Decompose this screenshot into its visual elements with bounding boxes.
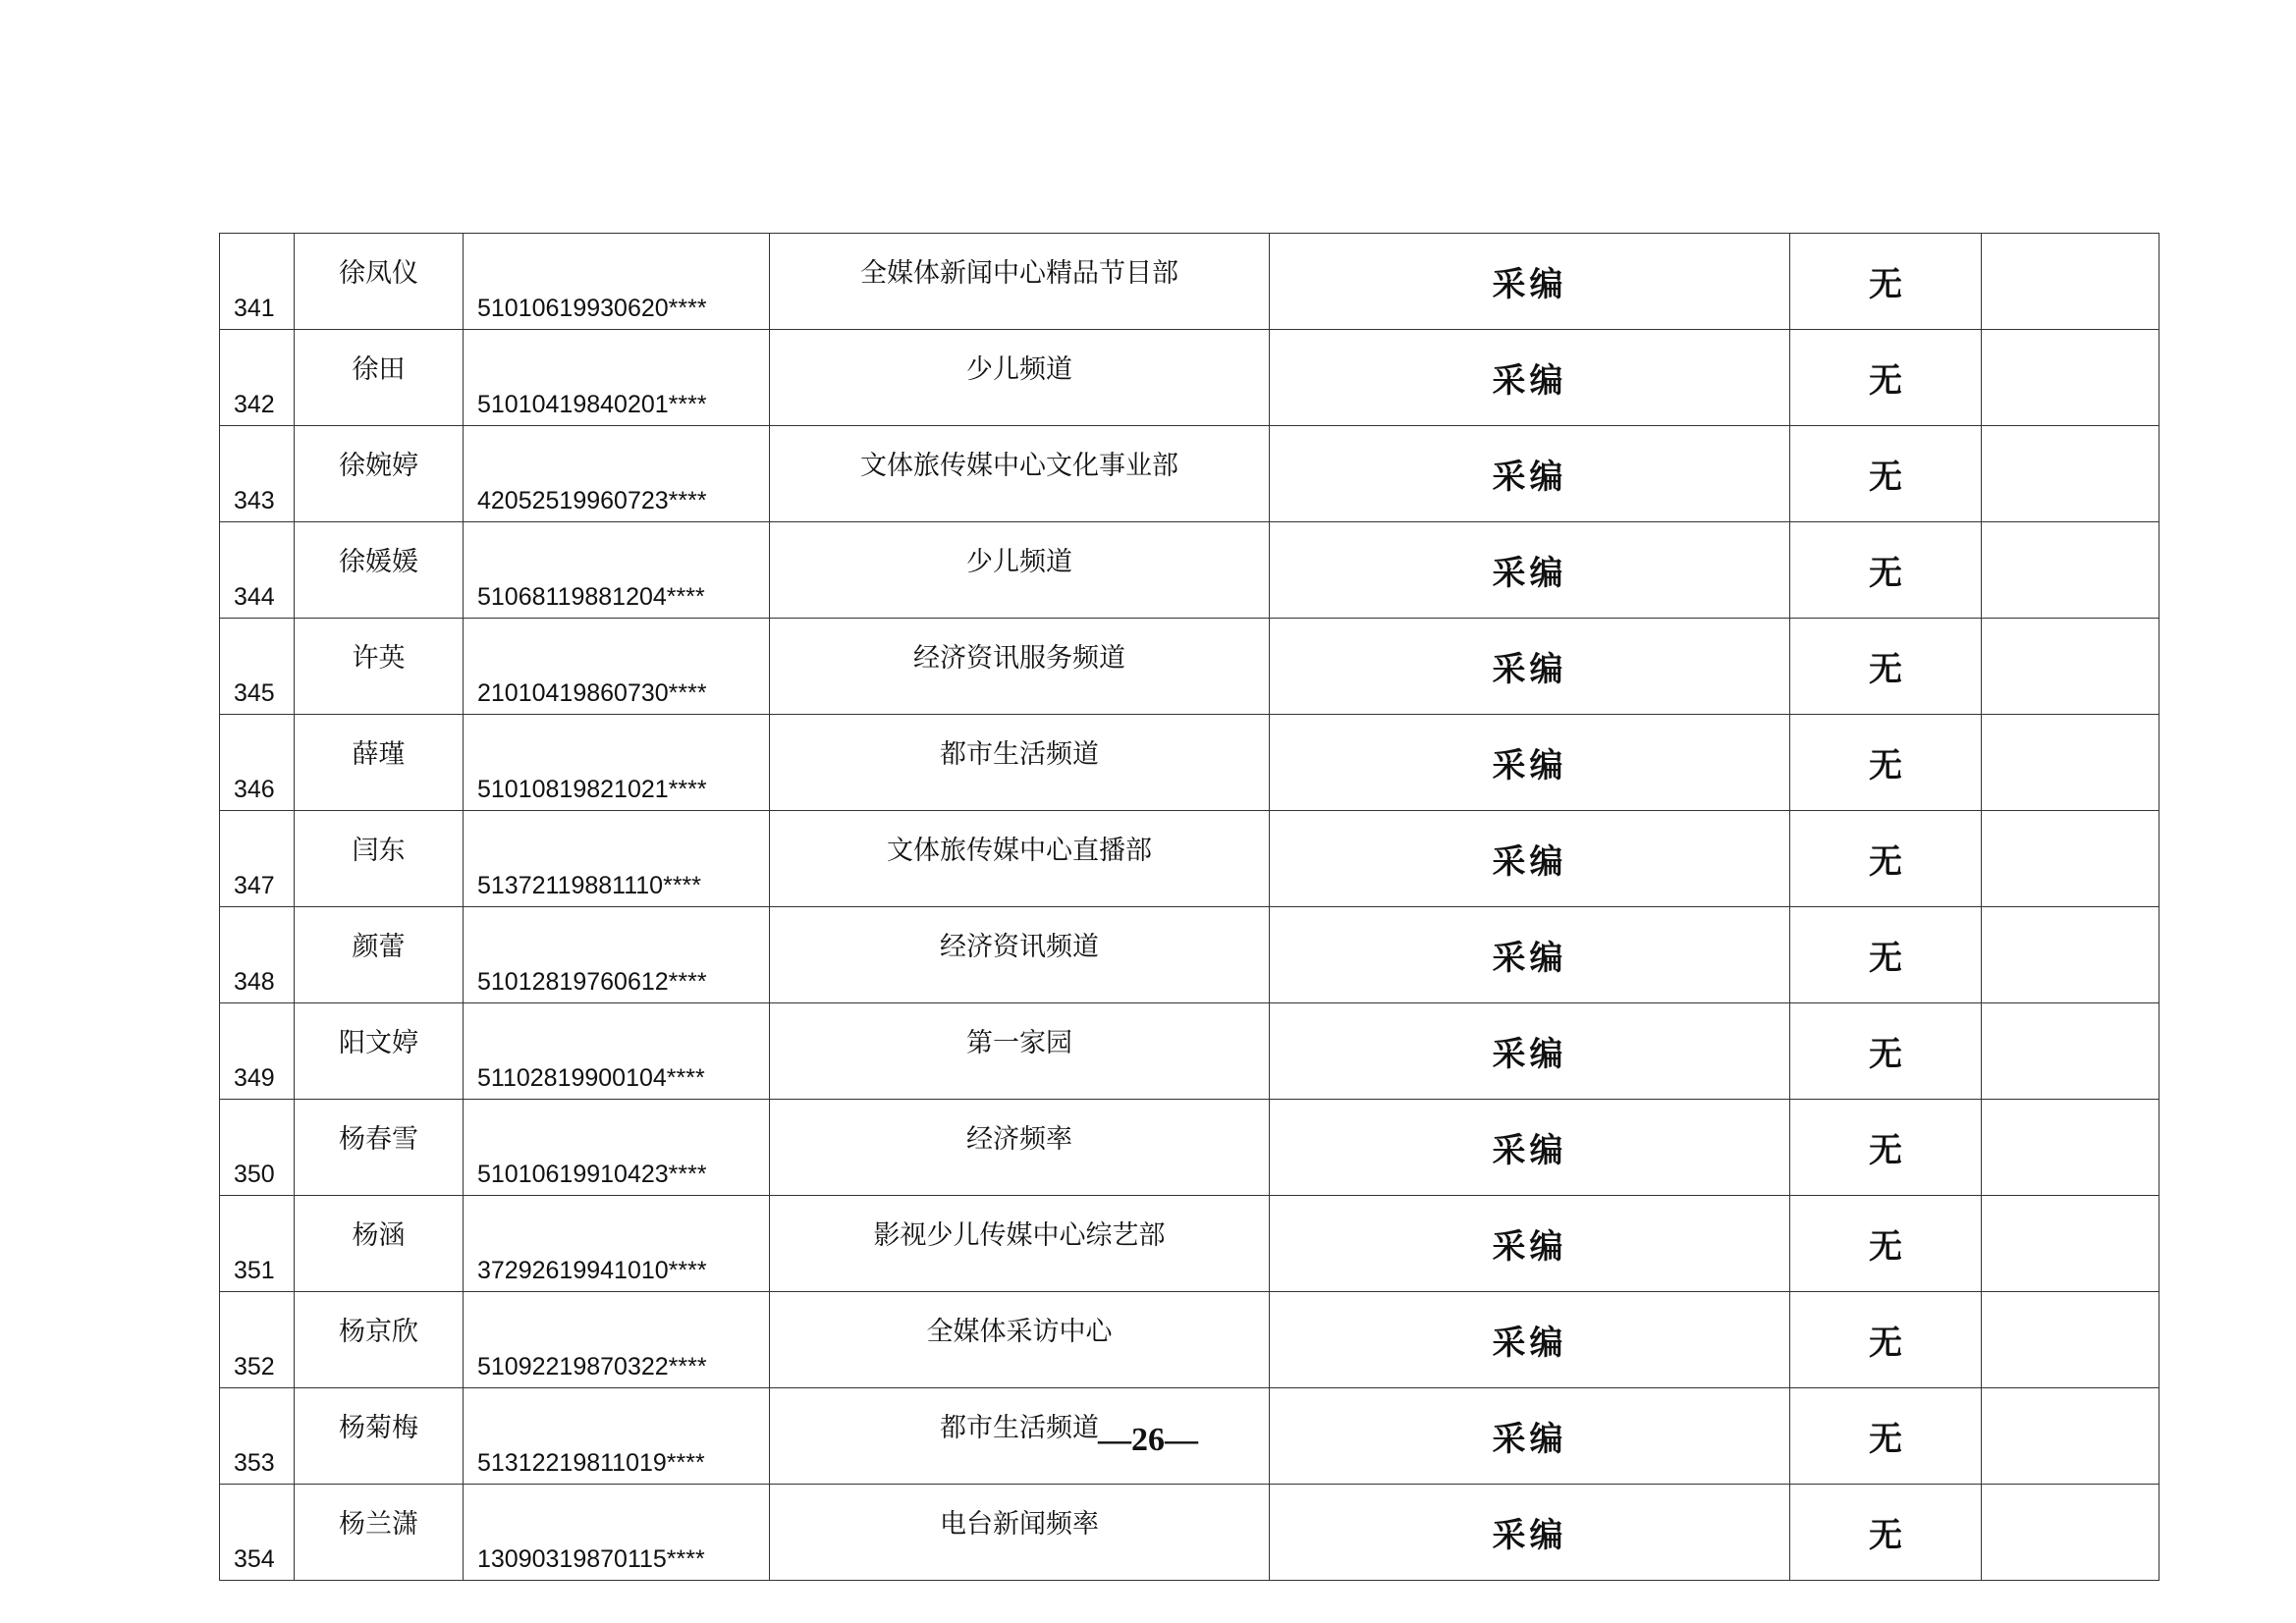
status-cell: 无 [1790,426,1982,522]
department-cell: 都市生活频道 [770,1388,1270,1485]
role-cell: 采编 [1270,811,1790,907]
id-number-cell: 51068119881204**** [464,522,770,619]
note-cell [1982,1292,2159,1388]
department-cell: 经济资讯频道 [770,907,1270,1003]
person-name-cell: 徐凤仪 [295,234,464,330]
row-index-cell: 348 [220,907,295,1003]
person-name-cell: 颜蕾 [295,907,464,1003]
person-name-cell: 阳文婷 [295,1003,464,1100]
table-row [220,1196,2159,1292]
note-cell [1982,426,2159,522]
id-number-cell: 13090319870115**** [464,1485,770,1581]
role-cell: 采编 [1270,619,1790,715]
table-row [220,619,2159,715]
person-name-cell: 薛瑾 [295,715,464,811]
table-row [220,1485,2159,1581]
role-cell: 采编 [1270,1485,1790,1581]
role-cell: 采编 [1270,426,1790,522]
role-cell: 采编 [1270,234,1790,330]
role-cell: 采编 [1270,1196,1790,1292]
department-cell: 少儿频道 [770,522,1270,619]
person-name-cell: 徐媛媛 [295,522,464,619]
role-cell: 采编 [1270,522,1790,619]
table-row [220,907,2159,1003]
id-number-cell: 51010619910423**** [464,1100,770,1196]
note-cell [1982,1485,2159,1581]
id-number-cell: 51092219870322**** [464,1292,770,1388]
row-index-cell: 351 [220,1196,295,1292]
status-cell: 无 [1790,619,1982,715]
person-name-cell: 杨春雪 [295,1100,464,1196]
note-cell [1982,811,2159,907]
department-cell: 第一家园 [770,1003,1270,1100]
status-cell: 无 [1790,1485,1982,1581]
department-cell: 全媒体采访中心 [770,1292,1270,1388]
row-index-cell: 345 [220,619,295,715]
note-cell [1982,330,2159,426]
table-row [220,1003,2159,1100]
person-name-cell: 杨菊梅 [295,1388,464,1485]
row-index-cell: 342 [220,330,295,426]
department-cell: 文体旅传媒中心直播部 [770,811,1270,907]
table-row [220,522,2159,619]
id-number-cell: 51010819821021**** [464,715,770,811]
note-cell [1982,619,2159,715]
department-cell: 文体旅传媒中心文化事业部 [770,426,1270,522]
table-body [220,234,2159,1581]
note-cell [1982,1196,2159,1292]
row-index-cell: 347 [220,811,295,907]
row-index-cell: 353 [220,1388,295,1485]
role-cell: 采编 [1270,715,1790,811]
role-cell: 采编 [1270,1003,1790,1100]
id-number-cell: 21010419860730**** [464,619,770,715]
role-cell: 采编 [1270,1292,1790,1388]
status-cell: 无 [1790,1196,1982,1292]
department-cell: 全媒体新闻中心精品节目部 [770,234,1270,330]
status-cell: 无 [1790,907,1982,1003]
role-cell: 采编 [1270,1100,1790,1196]
row-index-cell: 341 [220,234,295,330]
table-row [220,1292,2159,1388]
id-number-cell: 51010419840201**** [464,330,770,426]
status-cell: 无 [1790,330,1982,426]
note-cell [1982,715,2159,811]
id-number-cell: 51312219811019**** [464,1388,770,1485]
status-cell: 无 [1790,1292,1982,1388]
person-name-cell: 徐婉婷 [295,426,464,522]
note-cell [1982,1100,2159,1196]
person-name-cell: 杨兰潇 [295,1485,464,1581]
status-cell: 无 [1790,522,1982,619]
department-cell: 电台新闻频率 [770,1485,1270,1581]
id-number-cell: 51010619930620**** [464,234,770,330]
row-index-cell: 343 [220,426,295,522]
table-row [220,715,2159,811]
note-cell [1982,1003,2159,1100]
note-cell [1982,234,2159,330]
status-cell: 无 [1790,1100,1982,1196]
id-number-cell: 51372119881110**** [464,811,770,907]
row-index-cell: 350 [220,1100,295,1196]
person-name-cell: 杨京欣 [295,1292,464,1388]
id-number-cell: 37292619941010**** [464,1196,770,1292]
status-cell: 无 [1790,234,1982,330]
person-name-cell: 杨涵 [295,1196,464,1292]
id-number-cell: 51012819760612**** [464,907,770,1003]
id-number-cell: 42052519960723**** [464,426,770,522]
person-name-cell: 许英 [295,619,464,715]
table-row [220,426,2159,522]
department-cell: 都市生活频道 [770,715,1270,811]
row-index-cell: 352 [220,1292,295,1388]
person-name-cell: 徐田 [295,330,464,426]
personnel-table [219,233,2159,1581]
row-index-cell: 349 [220,1003,295,1100]
row-index-cell: 344 [220,522,295,619]
note-cell [1982,907,2159,1003]
table-row [220,1100,2159,1196]
status-cell: 无 [1790,1388,1982,1485]
person-name-cell: 闫东 [295,811,464,907]
row-index-cell: 346 [220,715,295,811]
status-cell: 无 [1790,715,1982,811]
table-row [220,811,2159,907]
role-cell: 采编 [1270,907,1790,1003]
note-cell [1982,522,2159,619]
role-cell: 采编 [1270,330,1790,426]
department-cell: 经济频率 [770,1100,1270,1196]
row-index-cell: 354 [220,1485,295,1581]
table-row [220,330,2159,426]
id-number-cell: 51102819900104**** [464,1003,770,1100]
status-cell: 无 [1790,811,1982,907]
department-cell: 经济资讯服务频道 [770,619,1270,715]
table-row [220,234,2159,330]
status-cell: 无 [1790,1003,1982,1100]
department-cell: 少儿频道 [770,330,1270,426]
department-cell: 影视少儿传媒中心综艺部 [770,1196,1270,1292]
role-cell: 采编 [1270,1388,1790,1485]
page-number: —26— [1098,1422,1198,1458]
